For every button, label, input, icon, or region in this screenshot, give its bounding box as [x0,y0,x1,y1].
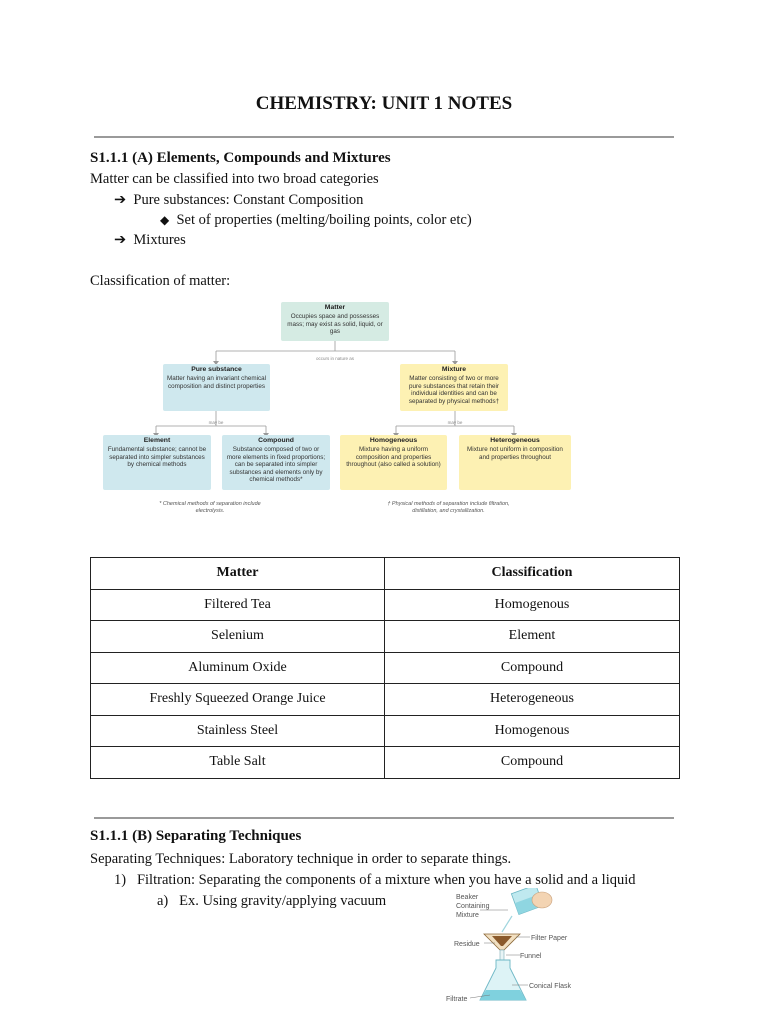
bullet-mixtures [114,232,186,249]
bullet-label: Set of properties (melting/boiling points, color etc) [176,212,472,228]
sub-bullet-properties [160,212,472,229]
cell-matter: Stainless Steel [91,715,385,747]
diagram-footnote-physical: † Physical methods of separation include filtration, distillation, and crystallization. [387,501,510,514]
list-number: 1) [114,872,127,888]
arrow-icon: ➔ [114,232,127,248]
node-text: Matter having an invariant chemical composition and distinct properties [166,375,267,390]
filtration-diagram [440,888,580,1006]
table-row [91,747,680,779]
diagram-caption-occurs: occurs in nature as [315,356,355,361]
list-letter: a) [157,893,169,909]
table-row [91,589,680,621]
diagram-node-element [103,435,211,490]
cell-classification: Compound [385,747,680,779]
table-row [91,684,680,716]
node-title: Heterogeneous [490,437,540,444]
cell-matter: Selenium [91,621,385,653]
list-item-example [157,893,386,910]
label-beaker-2: Containing [456,903,490,910]
diagram-node-compound [222,435,330,490]
diagram-node-pure-substance [163,364,270,411]
bullet-pure-substances [114,192,363,209]
cell-matter: Freshly Squeezed Orange Juice [91,684,385,716]
node-title: Matter [324,304,346,311]
table-row [91,715,680,747]
label-filtrate: Filtrate [446,996,468,1003]
diamond-icon: ◆ [160,213,170,227]
diagram-caption-maybe-right: may be [447,420,463,425]
node-text: Fundamental substance; cannot be separated into simpler substances by chemical methods [107,446,207,469]
node-text: Matter consisting of two or more pure substances that retain their individual identities and can be separated by physical methods† [408,375,500,405]
label-residue: Residue [454,941,480,948]
node-text: Occupies space and possesses mass; may exist as solid, liquid, or gas [287,313,383,336]
table-row [91,621,680,653]
diagram-node-heterogeneous [459,435,571,490]
table-header-row [91,558,680,590]
bullet-label: Mixtures [133,232,186,248]
section-b-intro: Separating Techniques: Laboratory technique in order to separate things. [90,851,512,867]
divider [94,136,674,138]
column-header-classification: Classification [385,558,680,590]
diagram-node-homogeneous [340,435,447,490]
cell-classification: Element [385,621,680,653]
cell-matter: Table Salt [91,747,385,779]
classification-diagram [96,293,580,528]
section-a-intro: Matter can be classified into two broad categories [90,171,379,187]
node-title: Mixture [441,366,467,373]
label-filter-paper: Filter Paper [531,935,568,942]
list-item-filtration [114,872,636,889]
diagram-node-matter [281,302,389,341]
node-title: Compound [258,437,294,444]
table-row [91,652,680,684]
node-title: Element [143,437,171,444]
diagram-footnote-chemical: * Chemical methods of separation include electrolysis. [159,501,261,514]
cell-matter: Filtered Tea [91,589,385,621]
label-beaker-3: Mixture [456,912,479,919]
diagram-caption-maybe-left: may be [208,420,224,425]
cell-classification: Compound [385,652,680,684]
divider [94,817,674,819]
classification-label: Classification of matter: [90,273,231,289]
node-text: Mixture not uniform in composition and properties throughout [467,446,563,461]
page-title: CHEMISTRY: UNIT 1 NOTES [255,93,513,114]
node-text: Mixture having a uniform composition and properties throughout (also called a solution) [346,446,441,469]
section-a-heading: S1.1.1 (A) Elements, Compounds and Mixtures [90,150,391,166]
list-text: Ex. Using gravity/applying vacuum [179,893,387,909]
node-text: Substance composed of two or more elements in fixed proportions; can be separated into simpler substances and elements only by chemical methods* [226,446,326,484]
cell-classification: Homogenous [385,589,680,621]
label-beaker-1: Beaker [456,894,479,901]
classification-table [90,557,680,779]
diagram-node-mixture [400,364,508,411]
cell-classification: Homogenous [385,715,680,747]
column-header-matter: Matter [91,558,385,590]
node-title: Pure substance [191,366,242,373]
cell-matter: Aluminum Oxide [91,652,385,684]
bullet-label: Pure substances: Constant Composition [133,192,364,208]
arrow-icon: ➔ [114,192,127,208]
list-text: Filtration: Separating the components of a mixture when you have a solid and a liquid [136,872,636,888]
section-b-heading: S1.1.1 (B) Separating Techniques [90,828,302,844]
label-conical-flask: Conical Flask [529,983,572,990]
node-title: Homogeneous [369,437,418,444]
cell-classification: Heterogeneous [385,684,680,716]
filtration-apparatus-icon [440,888,580,1006]
label-funnel: Funnel [520,953,542,960]
